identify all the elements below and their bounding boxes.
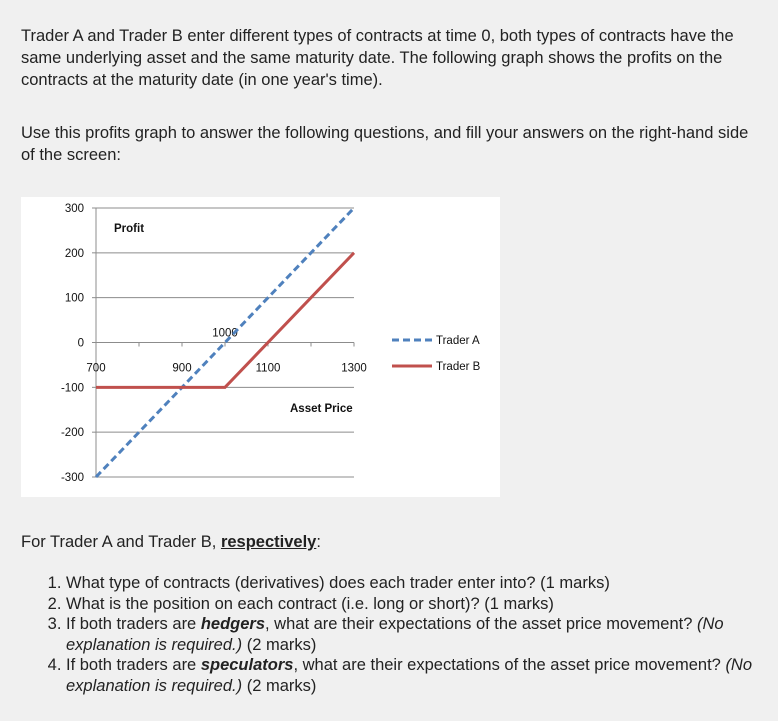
question-item (66, 573, 778, 594)
x-tick-label: 1100 (255, 362, 281, 375)
series-line-trader-b (96, 253, 354, 387)
profit-chart-svg (21, 197, 500, 497)
x-tick-label: 900 (172, 362, 192, 375)
question-text-post: , what are their expectations of the asset price movement? (265, 615, 697, 633)
question-text: What type of contracts (derivatives) does each trader enter into? (1 marks) (66, 574, 610, 592)
y-tick-label: -100 (60, 382, 84, 395)
question-item (66, 594, 778, 615)
question-text-pre: If both traders are (66, 656, 201, 674)
question-item (66, 614, 778, 655)
legend-label: Trader B (436, 361, 481, 373)
questions-heading (21, 533, 321, 552)
question-text-pre: If both traders are (66, 615, 201, 633)
questions-heading-suffix: : (316, 533, 321, 551)
x-axis-label: Asset Price (290, 403, 353, 415)
question-note: (No explanation is required.) (66, 656, 753, 695)
x-tick-label: 700 (86, 362, 106, 375)
y-tick-label: 200 (64, 247, 84, 260)
question-text: What is the position on each contract (i.e. long or short)? (1 marks) (66, 594, 554, 613)
x-tick-label: 1300 (341, 362, 367, 375)
y-tick-label: 100 (64, 292, 84, 305)
question-keyword: speculators (200, 656, 294, 674)
questions-list (21, 573, 778, 696)
question-item (66, 655, 778, 696)
questions-heading-prefix: For Trader A and Trader B, (21, 533, 221, 551)
intro-paragraph-1: Trader A and Trader B enter different types of contracts at time 0, both types of contracts have the same underlying asset and the same maturity date. The following graph shows the profits on the contracts at the maturity date (in one year's time). (21, 27, 734, 89)
profit-chart (21, 197, 500, 497)
question-note: (No explanation is required.) (66, 615, 724, 654)
intro-paragraph-2: Use this profits graph to answer the following questions, and fill your answers on the right-hand side of the screen: (21, 124, 749, 164)
y-tick-label: -300 (60, 472, 84, 484)
y-tick-label: 300 (64, 203, 84, 215)
y-axis-label: Profit (114, 223, 145, 235)
question-keyword: hedgers (200, 615, 266, 633)
legend-label: Trader A (436, 335, 480, 347)
question-marks: (2 marks) (242, 676, 317, 695)
question-text-post: , what are their expectations of the asset price movement? (293, 656, 726, 674)
question-marks: (2 marks) (242, 635, 317, 654)
y-tick-label: -200 (60, 427, 84, 440)
y-tick-label: 0 (77, 337, 84, 350)
x-tick-label: 1000 (212, 327, 238, 340)
questions-heading-emphasis: respectively (220, 533, 317, 551)
